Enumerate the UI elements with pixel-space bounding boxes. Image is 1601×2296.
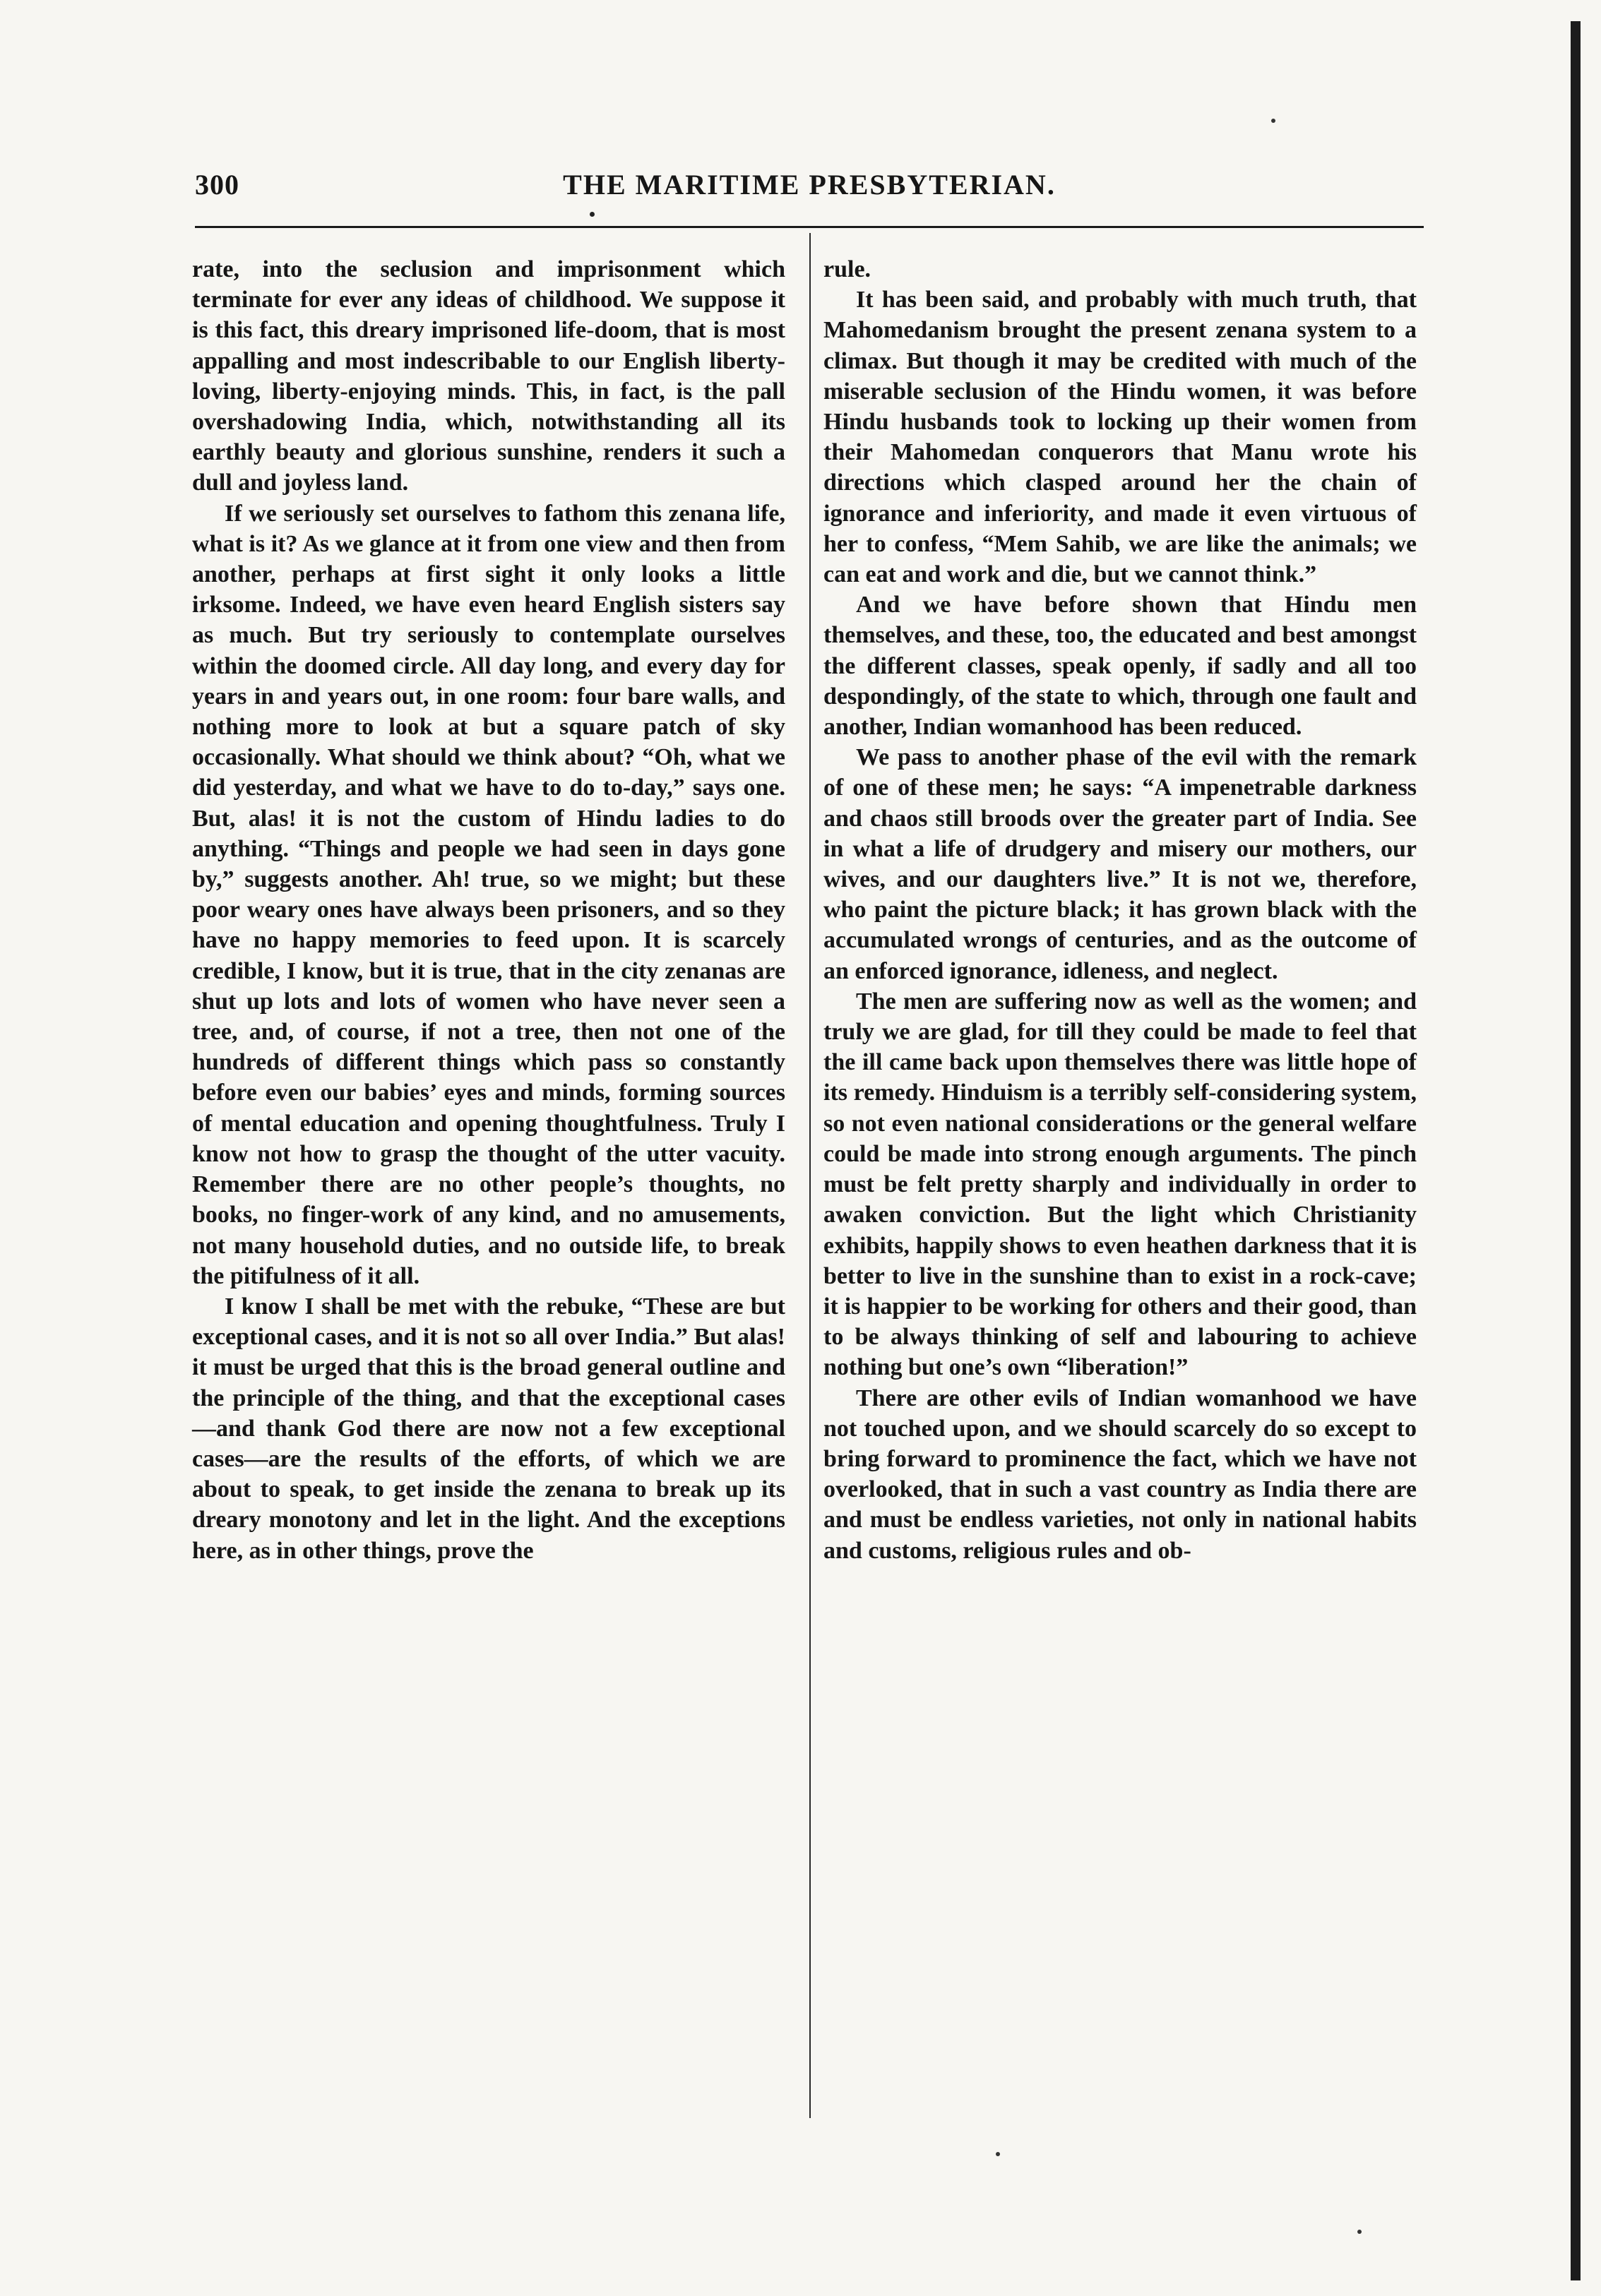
- page-edge-shadow: [1571, 21, 1581, 2280]
- paragraph: It has been said, and probably with much truth, that Mahomedanism brought the present zenana system to a climax. But though it may be credited with much of the miserable seclusion of the Hindu women, it was before Hindu husbands took to locking up their women from their Mahomedan conquerors that Manu wrote his directions which clasped around her the chain of ignorance and inferiority, and made it even virtuous of her to confess, “Mem Sahib, we are like the animals; we can eat and work and die, but we cannot think.”: [823, 287, 1417, 588]
- paragraph: If we seriously set ourselves to fathom this zenana life, what is it? As we glance at it from one view and then from another, perhaps at first sight it only looks a little irksome. Indeed, we have even heard English sisters say as much. But try seriously to contemplate ourselves within the doomed circle. All day long, and every day for years in and years out, in one room: four bare walls, and nothing more to look at but a square patch of sky occasionally. What should we think about? “Oh, what we did yesterday, and what we have to do to-day,” says one. But, alas! it is not the custom of Hindu ladies to do anything. “Things and people we had seen in days gone by,” suggests another. Ah! true, so we might; but these poor weary ones have always been prisoners, and so they have no happy memories to feed upon. It is scarcely credible, I know, but it is true, that in the city zenanas are shut up lots and lots of women who have never seen a tree, and, of course, if not a tree, then not one of the hundreds of different things which pass so constantly before even our babies’ eyes and minds, forming sources of mental education and opening thoughtfulness. Truly I know not how to grasp the thought of the utter vacuity. Remember there are no other people’s thoughts, no books, no finger-work of any kind, and no amusements, not many household duties, and no outside life, to break the pitifulness of it all.: [192, 500, 785, 1289]
- paragraph: The men are suffering now as well as the women; and truly we are glad, for till they could be made to feel that the ill came back upon themselves there was little hope of its remedy. Hinduism is a terribly self-considering system, so not even national considerations or the general welfare could be made into strong enough arguments. The pinch must be felt pretty sharply and individually in order to awaken conviction. But the light which Christianity exhibits, happily shows to even heathen darkness that it is better to live in the sunshine than to exist in a rock-cave; it is happier to be working for others and their good, than to be always thinking of self and labouring to achieve nothing but one’s own “liberation!”: [823, 988, 1417, 1381]
- paper-speck: [1271, 119, 1275, 123]
- right-column: [823, 254, 1417, 1566]
- paper-speck: [1357, 2230, 1362, 2234]
- paragraph: We pass to another phase of the evil with the remark of one of these men; he says: “A impenetrable darkness and chaos still broods over the greater part of India. See in what a life of drudgery and misery our mothers, our wives, and our daughters live.” It is not we, therefore, who paint the picture black; it has grown black with the accumulated wrongs of centuries, and as the outcome of an enforced ignorance, idleness, and neglect.: [823, 744, 1417, 984]
- left-column: [192, 254, 785, 1566]
- paper-speck: [996, 2152, 1000, 2156]
- header-rule: [195, 226, 1424, 228]
- column-divider: [809, 233, 811, 2118]
- paragraph: rate, into the seclusion and imprisonment which terminate for ever any ideas of childhood. We suppose it is this fact, this dreary imprisoned life-doom, that is most appalling and most indescribable to our English liberty-loving, liberty-enjoying minds. This, in fact, is the pall overshadowing India, which, notwithstanding all its earthly beauty and glorious sunshine, renders it such a dull and joyless land.: [192, 256, 785, 496]
- paragraph: I know I shall be met with the rebuke, “These are but exceptional cases, and it is not so all over India.” But alas! it must be urged that this is the broad general outline and the principle of the thing, and that the exceptional cases—and thank God there are now not a few exceptional cases—are the results of the efforts, of which we are about to speak, to get inside the zenana to break up its dreary monotony and let in the light. And the exceptions here, as in other things, prove the: [192, 1293, 785, 1564]
- page-number: 300: [195, 169, 239, 201]
- running-title: THE MARITIME PRESBYTERIAN.: [563, 169, 1056, 201]
- paragraph: There are other evils of Indian womanhood we have not touched upon, and we should scarcely do so except to bring forward to prominence the fact, which we have not overlooked, that in such a vast country as India there are and must be endless varieties, not only in national habits and customs, religious rules and ob-: [823, 1385, 1417, 1564]
- header-dot: [590, 212, 595, 217]
- paragraph: rule.: [823, 256, 871, 282]
- page-header: [195, 168, 1424, 217]
- paragraph: And we have before shown that Hindu men themselves, and these, too, the educated and best amongst the different classes, speak openly, if sadly and all too despondingly, of the state to which, through one fault and another, Indian womanhood has been reduced.: [823, 592, 1417, 741]
